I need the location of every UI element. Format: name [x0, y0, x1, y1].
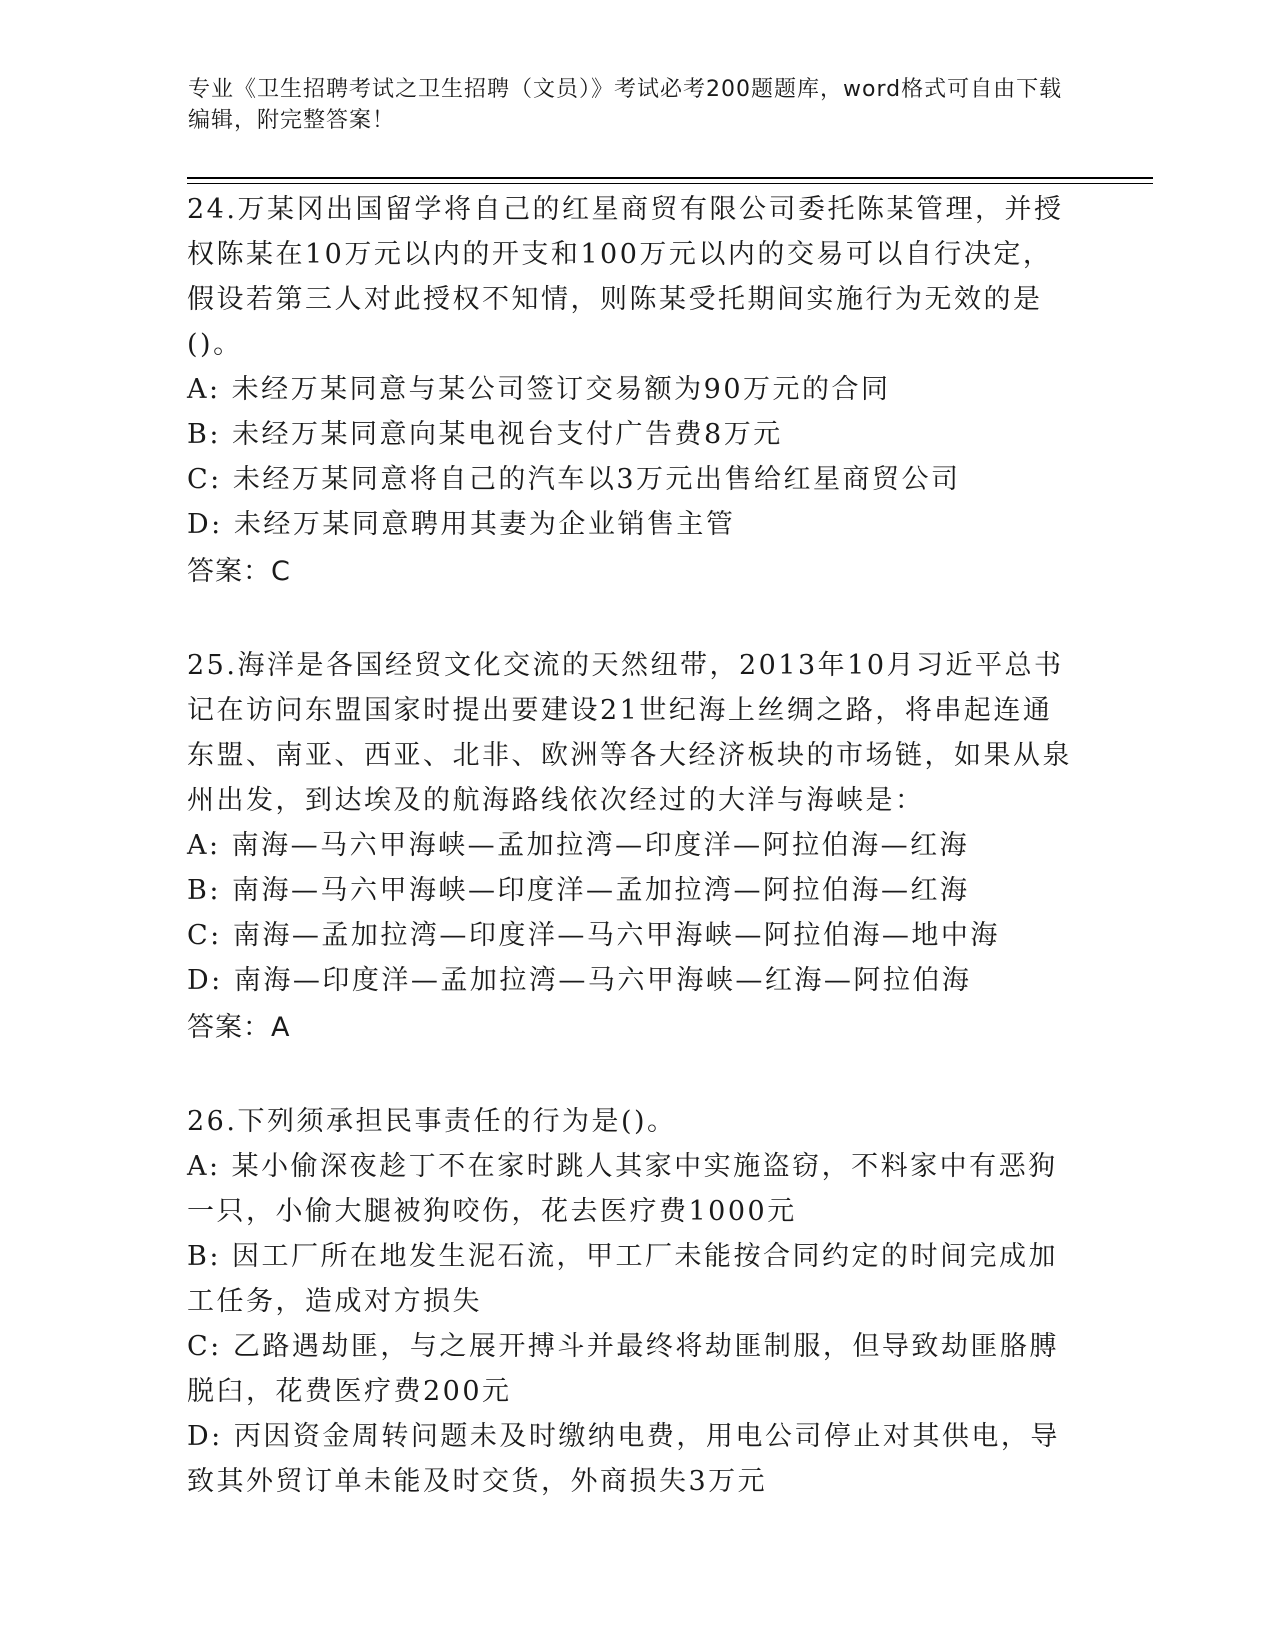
option-b: B: 南海—马六甲海峡—印度洋—孟加拉湾—阿拉伯海—红海: [187, 875, 970, 906]
option-c: C: 南海—孟加拉湾—印度洋—马六甲海峡—阿拉伯海—地中海: [187, 920, 1000, 951]
option-d: D: 未经万某同意聘用其妻为企业销售主管: [187, 509, 736, 540]
question-25: [187, 643, 1077, 1053]
header-divider: [187, 177, 1153, 179]
answer-label: 答案：C: [187, 556, 291, 587]
questions-list: [187, 187, 1077, 1504]
question-24: [187, 187, 1077, 597]
option-b: B: 未经万某同意向某电视台支付广告费8万元: [187, 419, 783, 450]
question-stem: 25.海洋是各国经贸文化交流的天然纽带，2013年10月习近平总书记在访问东盟国家时提出要建设21世纪海上丝绸之路，将串起连通东盟、南亚、西亚、北非、欧洲等各大经济板块的市场链，如果从泉州出发，到达埃及的航海路线依次经过的大洋与海峡是：: [187, 650, 1072, 816]
option-c: C: 未经万某同意将自己的汽车以3万元出售给红星商贸公司: [187, 464, 961, 495]
question-spacer: [187, 597, 1077, 643]
question-stem: 24.万某冈出国留学将自己的红星商贸有限公司委托陈某管理，并授权陈某在10万元以内的开支和100万元以内的交易可以自行决定，假设若第三人对此授权不知情，则陈某受托期间实施行为无效的是()。: [187, 194, 1064, 360]
option-d: D: 南海—印度洋—孟加拉湾—马六甲海峡—红海—阿拉伯海: [187, 965, 972, 996]
header-divider-thin: [187, 183, 1153, 184]
page-header: 专业《卫生招聘考试之卫生招聘（文员）》考试必考200题题库，word格式可自由下载编辑，附完整答案！: [188, 77, 1063, 133]
option-d: D: 丙因资金周转问题未及时缴纳电费，用电公司停止对其供电，导致其外贸订单未能及时交货，外商损失3万元: [187, 1421, 1060, 1497]
question-spacer: [187, 1053, 1077, 1099]
option-a: A: 未经万某同意与某公司签订交易额为90万元的合同: [187, 374, 891, 405]
question-26: [187, 1099, 1077, 1504]
option-b: B: 因工厂所在地发生泥石流，甲工厂未能按合同约定的时间完成加工任务，造成对方损失: [187, 1241, 1059, 1317]
option-a: A: 某小偷深夜趁丁不在家时跳人其家中实施盗窃，不料家中有恶狗一只，小偷大腿被狗咬伤，花去医疗费1000元: [187, 1151, 1058, 1227]
option-a: A: 南海—马六甲海峡—孟加拉湾—印度洋—阿拉伯海—红海: [187, 830, 970, 861]
answer-label: 答案：A: [187, 1012, 291, 1043]
option-c: C: 乙路遇劫匪，与之展开搏斗并最终将劫匪制服，但导致劫匪胳膊脱臼，花费医疗费200元: [187, 1331, 1059, 1407]
question-stem: 26.下列须承担民事责任的行为是()。: [187, 1106, 677, 1137]
